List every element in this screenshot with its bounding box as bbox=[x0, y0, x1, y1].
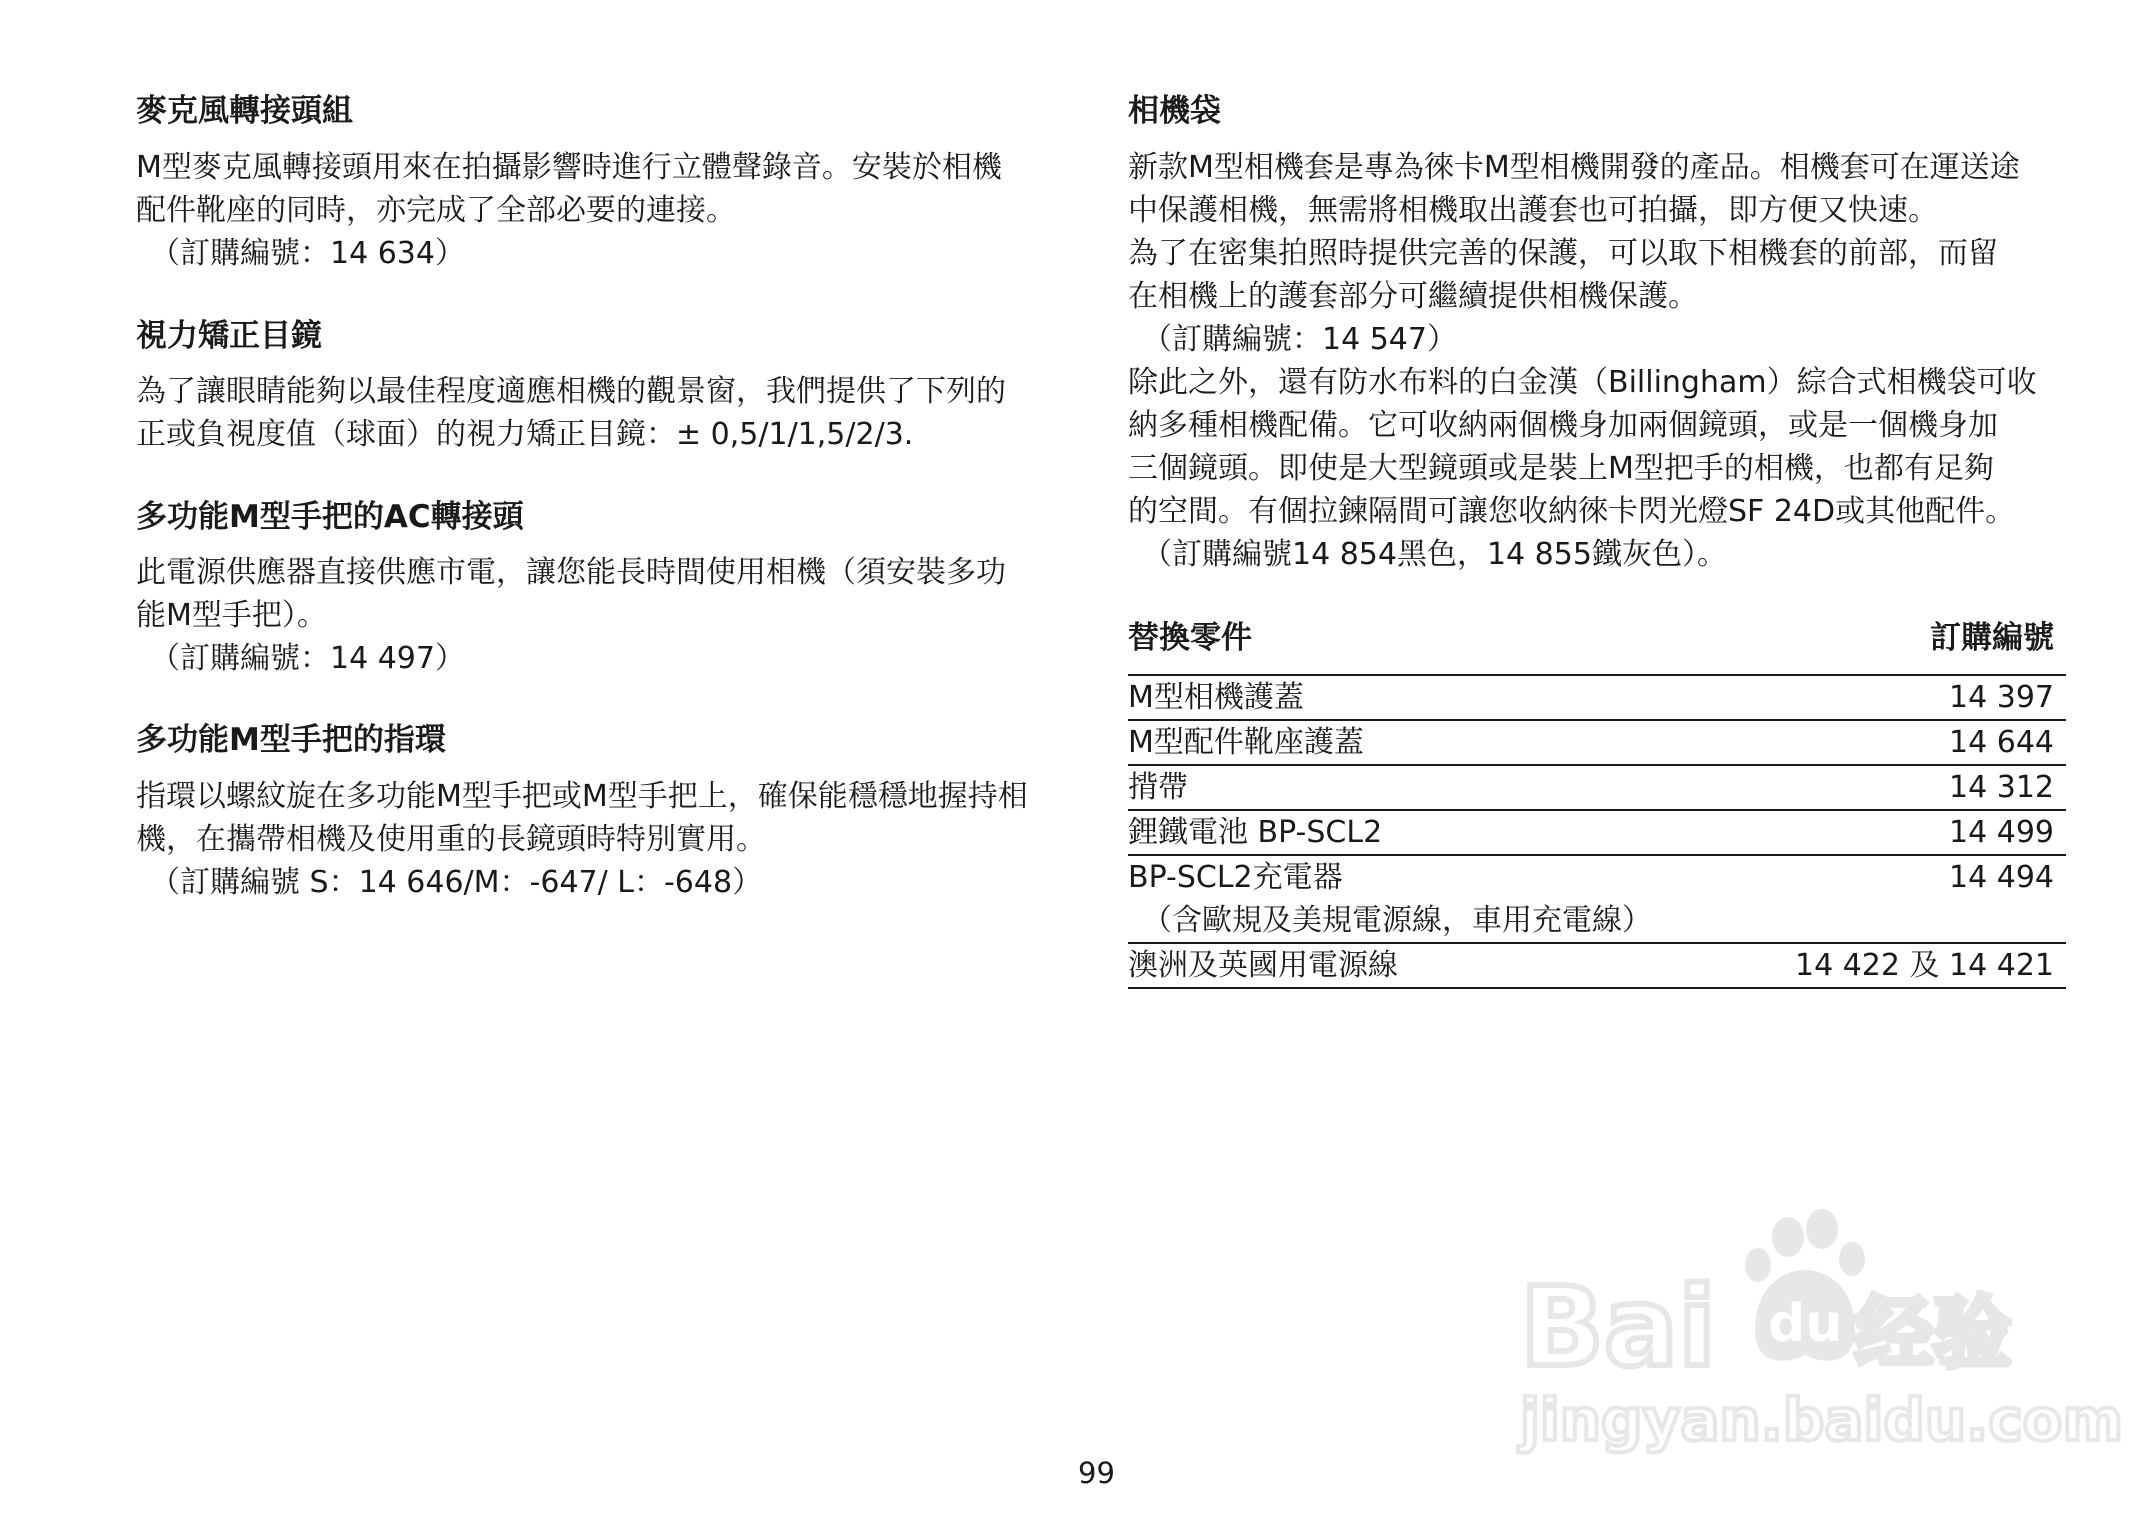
part-number: 14 644 bbox=[1949, 725, 2054, 760]
watermark-brand: Bai bbox=[1520, 1263, 1716, 1391]
table-row bbox=[1128, 856, 2066, 944]
billingham-line-2: 納多種相機配備。它可收納兩個機身加兩個鏡頭，或是一個機身加 bbox=[1128, 408, 1998, 443]
part-number: 14 494 bbox=[1949, 860, 2054, 895]
part-name: BP-SCL2充電器 bbox=[1128, 860, 1343, 895]
table-row bbox=[1128, 766, 2066, 811]
replacement-parts-table bbox=[1128, 608, 2066, 989]
part-number: 14 422 及 14 421 bbox=[1794, 948, 2054, 983]
watermark-url: jingyan.baidu.com bbox=[1520, 1386, 2123, 1454]
part-number: 14 499 bbox=[1949, 815, 2054, 850]
table-row bbox=[1128, 811, 2066, 856]
part-name-note: （含歐規及美規電源線，車用充電線） bbox=[1142, 903, 1652, 938]
heading-diopter: 視力矯正目鏡 bbox=[136, 318, 322, 354]
ac-adapter-line-2: 能M型手把）。 bbox=[136, 598, 327, 633]
header-part-name: 替換零件 bbox=[1128, 620, 1252, 656]
mic-adapter-order: （訂購編號：14 634） bbox=[150, 236, 465, 271]
watermark-brand-paw: du bbox=[1768, 1294, 1843, 1354]
part-name: 揹帶 bbox=[1128, 770, 1188, 805]
part-name: 鋰鐵電池 BP-SCL2 bbox=[1128, 815, 1383, 850]
table-row bbox=[1128, 676, 2066, 721]
table-row bbox=[1128, 721, 2066, 766]
finger-loop-line-1: 指環以螺紋旋在多功能M型手把或M型手把上，確保能穩穩地握持相 bbox=[136, 779, 1028, 814]
part-number: 14 312 bbox=[1949, 770, 2054, 805]
camera-bag-line-4: 在相機上的護套部分可繼續提供相機保護。 bbox=[1128, 279, 1698, 314]
table-row bbox=[1128, 944, 2066, 989]
ac-adapter-line-1: 此電源供應器直接供應市電，讓您能長時間使用相機（須安裝多功 bbox=[136, 555, 1006, 590]
heading-finger-loop: 多功能M型手把的指環 bbox=[136, 722, 446, 758]
header-order-number: 訂購編號 bbox=[1930, 620, 2054, 656]
table-header bbox=[1128, 608, 2066, 676]
heading-camera-bag: 相機袋 bbox=[1128, 93, 1221, 129]
heading-ac-adapter: 多功能M型手把的AC轉接頭 bbox=[136, 499, 524, 535]
page-number: 99 bbox=[1078, 1456, 1115, 1490]
camera-bag-order-1: （訂購編號：14 547） bbox=[1142, 322, 1457, 357]
mic-adapter-line-1: M型麥克風轉接頭用來在拍攝影響時進行立體聲錄音。安裝於相機 bbox=[136, 150, 1002, 185]
billingham-line-4: 的空間。有個拉鍊隔間可讓您收納徠卡閃光燈SF 24D或其他配件。 bbox=[1128, 494, 2016, 529]
mic-adapter-line-2: 配件靴座的同時，亦完成了全部必要的連接。 bbox=[136, 193, 736, 228]
part-name: M型配件靴座護蓋 bbox=[1128, 725, 1364, 760]
baidu-jingyan-watermark-logo bbox=[1520, 1215, 2123, 1465]
part-name: 澳洲及英國用電源線 bbox=[1128, 948, 1398, 983]
heading-mic-adapter: 麥克風轉接頭組 bbox=[136, 93, 353, 129]
diopter-line-2: 正或負視度值（球面）的視力矯正目鏡：± 0,5/1/1,5/2/3. bbox=[136, 417, 914, 452]
part-name: M型相機護蓋 bbox=[1128, 680, 1304, 715]
finger-loop-line-2: 機，在攜帶相機及使用重的長鏡頭時特別實用。 bbox=[136, 822, 766, 857]
diopter-line-1: 為了讓眼睛能夠以最佳程度適應相機的觀景窗，我們提供了下列的 bbox=[136, 374, 1006, 409]
camera-bag-line-1: 新款M型相機套是專為徠卡M型相機開發的產品。相機套可在運送途 bbox=[1128, 150, 2020, 185]
camera-bag-line-2: 中保護相機，無需將相機取出護套也可拍攝，即方便又快速。 bbox=[1128, 193, 1938, 228]
camera-bag-line-3: 為了在密集拍照時提供完善的保護，可以取下相機套的前部，而留 bbox=[1128, 236, 1998, 271]
camera-bag-order-2: （訂購編號14 854黑色，14 855鐵灰色）。 bbox=[1142, 537, 1727, 572]
billingham-line-1: 除此之外，還有防水布料的白金漢（Billingham）綜合式相機袋可收 bbox=[1128, 365, 2037, 400]
part-number: 14 397 bbox=[1949, 680, 2054, 715]
finger-loop-order: （訂購編號 S：14 646/M：-647/ L：-648） bbox=[150, 865, 763, 900]
watermark-cn: 经验 bbox=[1855, 1289, 2012, 1379]
ac-adapter-order: （訂購編號：14 497） bbox=[150, 641, 465, 676]
billingham-line-3: 三個鏡頭。即使是大型鏡頭或是裝上M型把手的相機，也都有足夠 bbox=[1128, 451, 1994, 486]
